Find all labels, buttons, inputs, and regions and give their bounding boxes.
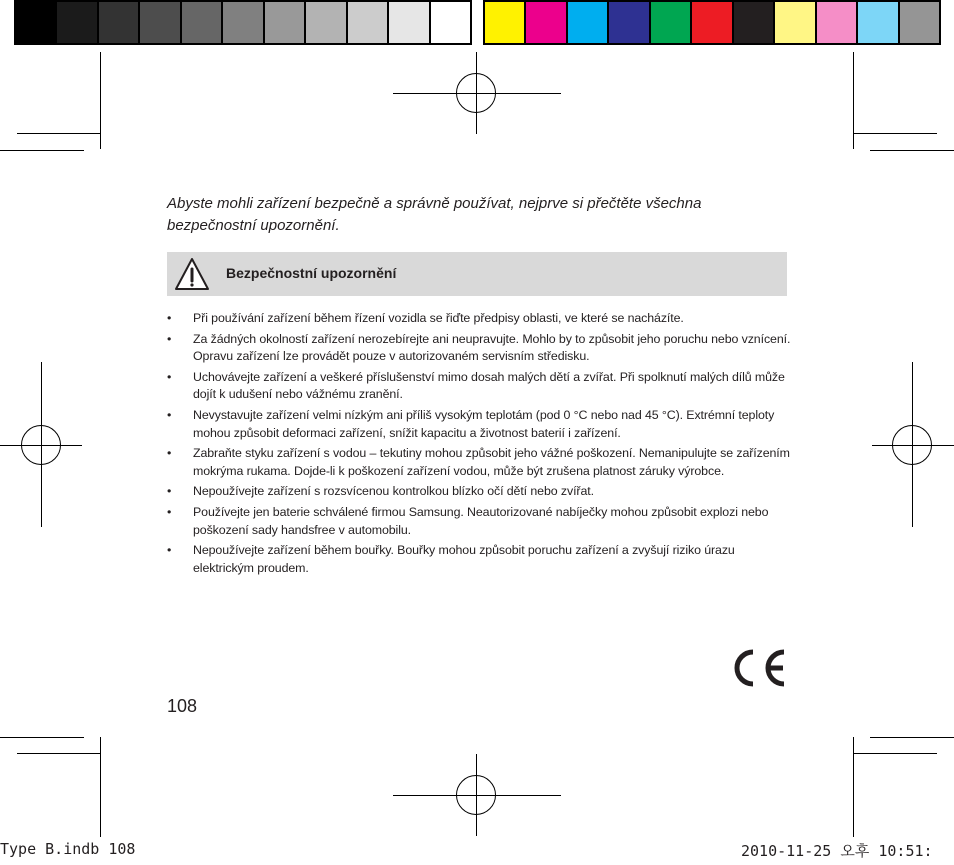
bullet: • xyxy=(167,311,172,325)
list-item-text: Při používání zařízení během řízení vozidla se řiďte předpisy oblasti, ve které se nacházíte. xyxy=(193,311,684,325)
bullet: • xyxy=(167,369,172,384)
crop-mark xyxy=(853,753,937,754)
color-swatch xyxy=(389,2,428,43)
color-swatch xyxy=(609,2,648,43)
crop-mark xyxy=(0,150,84,151)
crop-mark xyxy=(853,737,854,837)
color-swatch xyxy=(734,2,773,43)
registration-circle xyxy=(456,73,496,113)
list-item xyxy=(167,369,792,404)
safety-precautions-list xyxy=(167,310,792,580)
color-swatch xyxy=(485,2,524,43)
color-swatch xyxy=(692,2,731,43)
color-swatch xyxy=(57,2,96,43)
registration-circle xyxy=(892,425,932,465)
list-item-text: Nepoužívejte zařízení s rozsvícenou kontrolkou blízko očí dětí nebo zvířat. xyxy=(193,484,594,499)
list-item-text: Zabraňte styku zařízení s vodou – tekutiny mohou způsobit jeho vážné poškození. Nemanipulujte se zařízením mokrýma rukama. Dojde-li k poškození zařízení vodou, může být zrušena platnost záruky výrobce. xyxy=(193,446,790,478)
color-swatch xyxy=(775,2,814,43)
warning-header xyxy=(167,252,787,296)
crop-mark xyxy=(100,737,101,837)
list-item xyxy=(167,407,792,442)
warning-triangle-icon xyxy=(173,256,211,297)
color-swatch xyxy=(140,2,179,43)
bullet: • xyxy=(167,504,172,519)
color-swatch xyxy=(568,2,607,43)
color-swatch xyxy=(182,2,221,43)
list-item xyxy=(167,542,792,577)
color-swatch xyxy=(306,2,345,43)
process-color-bar xyxy=(483,0,941,45)
color-swatch xyxy=(817,2,856,43)
color-swatch xyxy=(223,2,262,43)
crop-mark xyxy=(853,52,854,149)
intro-text: Abyste mohli zařízení bezpečně a správně používat, nejprve si přečtěte všechna bezpečnostní upozornění. xyxy=(167,195,702,234)
bullet: • xyxy=(167,407,172,422)
color-swatch xyxy=(99,2,138,43)
page-number: 108 xyxy=(167,696,198,716)
bullet: • xyxy=(167,446,172,461)
crop-mark xyxy=(17,753,101,754)
list-item xyxy=(167,331,792,366)
grayscale-color-bar xyxy=(14,0,472,45)
slug-timestamp: 2010-11-25 오후 10:51: xyxy=(741,842,933,860)
crop-mark xyxy=(17,133,101,134)
list-item xyxy=(167,504,792,539)
list-item xyxy=(167,310,792,328)
bullet: • xyxy=(167,331,172,346)
crop-mark xyxy=(0,737,84,738)
color-swatch xyxy=(348,2,387,43)
registration-circle xyxy=(21,425,61,465)
list-item xyxy=(167,483,792,501)
crop-mark xyxy=(870,737,954,738)
list-item-text: Uchovávejte zařízení a veškeré příslušenství mimo dosah malých dětí a zvířat. Při spolknutí malých dílů může dojít k udušení nebo vážnému zranění. xyxy=(193,369,785,402)
crop-mark xyxy=(870,150,954,151)
list-item xyxy=(167,445,792,480)
bullet: • xyxy=(167,543,172,558)
bullet: • xyxy=(167,484,172,499)
slug-file-info: Type B.indb 108 xyxy=(0,840,136,858)
list-item-text: Používejte jen baterie schválené firmou Samsung. Neautorizované nabíječky mohou způsobit explozi nebo poškození sady handsfree v automobilu. xyxy=(193,504,769,537)
color-swatch xyxy=(16,2,55,43)
crop-mark xyxy=(100,52,101,149)
list-item-text: Nepoužívejte zařízení během bouřky. Bouřky mohou způsobit poruchu zařízení a zvyšují riziko úrazu elektrickým proudem. xyxy=(193,543,735,575)
list-item-text: Za žádných okolností zařízení nerozebírejte ani neupravujte. Mohlo by to způsobit jeho poruchu nebo vznícení. Opravu zařízení lze provádět pouze v autorizovaném servisním středisku. xyxy=(193,331,791,364)
crop-mark xyxy=(853,133,937,134)
list-item-text: Nevystavujte zařízení velmi nízkým ani příliš vysokým teplotám (pod 0 °C nebo nad 45 °C). Extrémní teploty mohou způsobit deformaci zařízení, snížit kapacitu a životnost baterií i zařízení. xyxy=(193,407,775,440)
color-swatch xyxy=(651,2,690,43)
warning-title: Bezpečnostní upozornění xyxy=(226,265,397,281)
color-swatch xyxy=(900,2,939,43)
color-swatch xyxy=(526,2,565,43)
color-swatch xyxy=(265,2,304,43)
registration-circle xyxy=(456,775,496,815)
ce-mark-icon xyxy=(726,646,788,695)
color-swatch xyxy=(431,2,470,43)
color-swatch xyxy=(858,2,897,43)
